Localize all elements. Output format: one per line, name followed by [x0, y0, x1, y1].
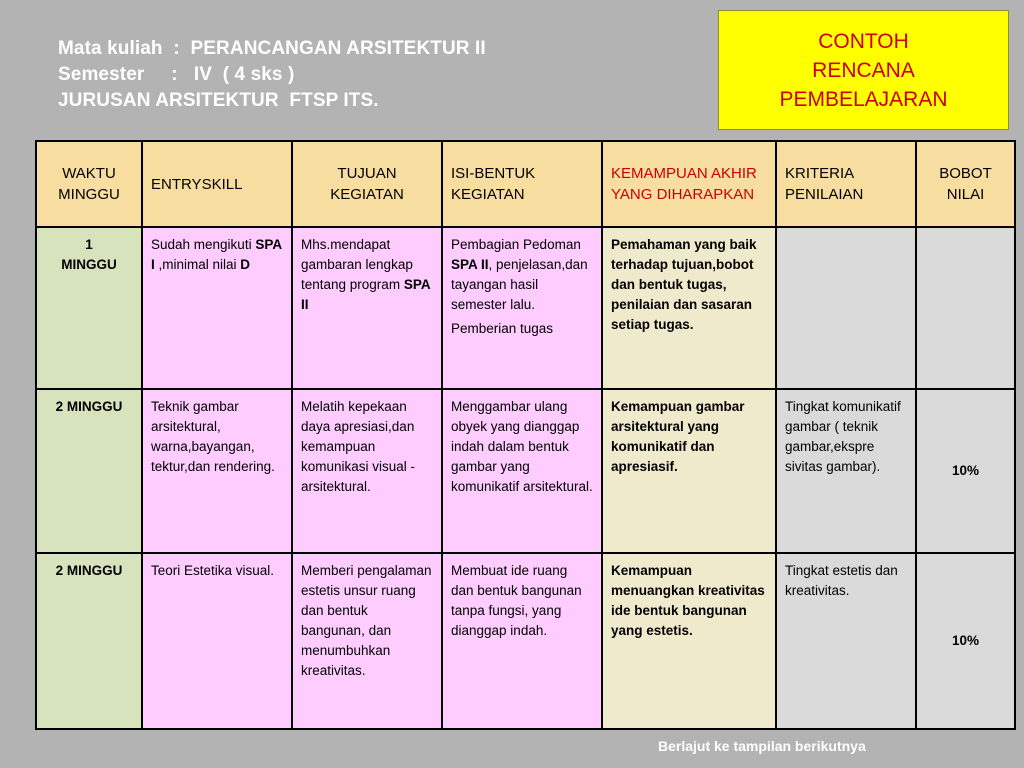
department-line: JURUSAN ARSITEKTUR FTSP ITS. — [58, 90, 379, 111]
entryskill-text: Sudah mengikuti — [151, 237, 256, 252]
bobot-cell: 10% — [916, 389, 1015, 553]
callout-line-3: PEMBELAJARAN — [779, 87, 948, 111]
callout-line-2: RENCANA — [812, 58, 915, 82]
week-cell — [36, 227, 142, 389]
header-kriteria: KRITERIA PENILAIAN — [776, 141, 916, 227]
isi-cell — [442, 227, 602, 389]
bobot-cell: 10% — [916, 553, 1015, 729]
header-bobot: BOBOT NILAI — [916, 141, 1015, 227]
week-cell: 2 MINGGU — [36, 553, 142, 729]
tujuan-cell: Melatih kepekaan daya apresiasi,dan kemampuan komunikasi visual - arsitektural. — [292, 389, 442, 553]
kriteria-cell: Tingkat estetis dan kreativitas. — [776, 553, 916, 729]
kemampuan-cell: Pemahaman yang baik terhadap tujuan,bobot dan bentuk tugas, penilaian dan sasaran setiap tugas. — [602, 227, 776, 389]
kriteria-cell: Tingkat komunikatif gambar ( teknik gambar,ekspre sivitas gambar). — [776, 389, 916, 553]
entryskill-grade: D — [240, 257, 251, 272]
course-info — [58, 36, 486, 114]
title-callout — [718, 10, 1009, 130]
table-row — [36, 553, 1015, 729]
entryskill-cell: Teknik gambar arsitektural, warna,bayangan, tektur,dan rendering. — [142, 389, 292, 553]
bobot-cell — [916, 227, 1015, 389]
header-entryskill: ENTRYSKILL — [142, 141, 292, 227]
entryskill-cell: Teori Estetika visual. — [142, 553, 292, 729]
semester-line: Semester : IV ( 4 sks ) — [58, 64, 295, 85]
week-unit: MINGGU — [61, 257, 117, 272]
header-kemampuan: KEMAMPUAN AKHIR YANG DIHARAPKAN — [602, 141, 776, 227]
kemampuan-cell: Kemampuan gambar arsitektural yang komunikatif dan apresiasif. — [602, 389, 776, 553]
callout-line-1: CONTOH — [818, 29, 909, 53]
week-cell: 2 MINGGU — [36, 389, 142, 553]
table-row — [36, 227, 1015, 389]
tujuan-cell: Memberi pengalaman estetis unsur ruang dan bentuk bangunan, dan menumbuhkan kreativitas. — [292, 553, 442, 729]
tujuan-cell — [292, 227, 442, 389]
tujuan-course: SPA II — [301, 277, 431, 312]
isi-cell: Membuat ide ruang dan bentuk bangunan tanpa fungsi, yang dianggap indah. — [442, 553, 602, 729]
isi-text-2: , penjelasan,dan tayangan hasil semester lalu. — [451, 257, 588, 312]
continue-note: Berlajut ke tampilan berikutnya — [658, 738, 866, 754]
course-name-line: Mata kuliah : PERANCANGAN ARSITEKTUR II — [58, 38, 486, 59]
entryskill-course: SPA I — [151, 237, 282, 272]
isi-text: Pembagian Pedoman — [451, 237, 581, 252]
isi-cell: Menggambar ulang obyek yang dianggap indah dalam bentuk gambar yang komunikatif arsitektural. — [442, 389, 602, 553]
table-row — [36, 389, 1015, 553]
table-header-row — [36, 141, 1015, 227]
isi-course: SPA II — [451, 257, 489, 272]
entryskill-text-2: ,minimal nilai — [154, 257, 241, 272]
learning-plan-table — [35, 140, 1016, 730]
entryskill-cell — [142, 227, 292, 389]
kriteria-cell — [776, 227, 916, 389]
header-waktu: WAKTU MINGGU — [36, 141, 142, 227]
header-tujuan: TUJUAN KEGIATAN — [292, 141, 442, 227]
tujuan-text: Mhs.mendapat gambaran lengkap tentang program — [301, 237, 413, 292]
week-number: 1 — [85, 237, 93, 252]
isi-text-3: Pemberian tugas — [451, 321, 554, 336]
kemampuan-cell: Kemampuan menuangkan kreativitas ide bentuk bangunan yang estetis. — [602, 553, 776, 729]
header-isi: ISI-BENTUK KEGIATAN — [442, 141, 602, 227]
